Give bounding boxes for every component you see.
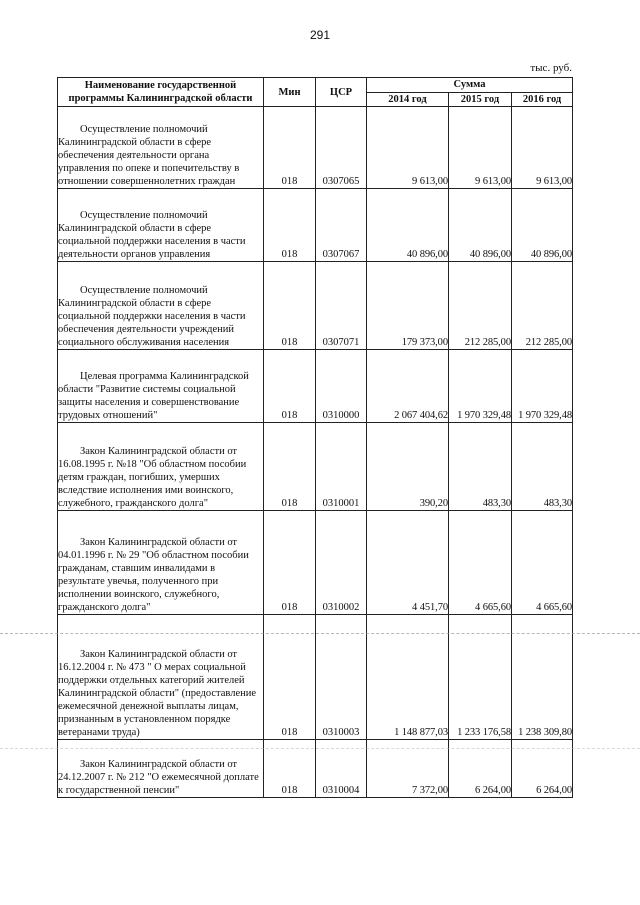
row-value-2015: 40 896,00 — [449, 189, 512, 262]
row-min: 018 — [264, 511, 316, 615]
row-value-2016: 1 238 309,80 — [512, 615, 573, 740]
table-row — [58, 107, 573, 189]
table-row — [58, 423, 573, 511]
row-min: 018 — [264, 615, 316, 740]
row-value-2016: 4 665,60 — [512, 511, 573, 615]
row-csr: 0310004 — [316, 740, 367, 798]
row-name: Закон Калининградской области от 24.12.2007 г. № 212 "О ежемесячной доплате к государственной пенсии" — [58, 759, 259, 796]
row-value-2016: 6 264,00 — [512, 740, 573, 798]
row-value-2016: 483,30 — [512, 423, 573, 511]
header-sum: Сумма — [367, 78, 573, 93]
row-name: Целевая программа Калининградской области "Развитие системы социальной защиты населения и совершенствование трудовых отношений" — [58, 371, 249, 421]
row-min: 018 — [264, 350, 316, 423]
row-value-2015: 1 233 176,58 — [449, 615, 512, 740]
row-value-2014: 4 451,70 — [367, 511, 449, 615]
table-row — [58, 262, 573, 350]
row-min: 018 — [264, 262, 316, 350]
row-value-2014: 40 896,00 — [367, 189, 449, 262]
units-label: тыс. руб. — [530, 62, 572, 74]
header-year-2015: 2015 год — [449, 92, 512, 107]
row-value-2014: 9 613,00 — [367, 107, 449, 189]
row-csr: 0310000 — [316, 350, 367, 423]
row-csr: 0307065 — [316, 107, 367, 189]
row-name: Осуществление полномочий Калининградской области в сфере обеспечения деятельности органа управления по опеке и попечительству в отношении совершеннолетних граждан — [58, 124, 240, 187]
page-number: 291 — [309, 28, 331, 42]
row-value-2015: 6 264,00 — [449, 740, 512, 798]
row-value-2014: 2 067 404,62 — [367, 350, 449, 423]
row-value-2014: 1 148 877,03 — [367, 615, 449, 740]
row-name: Закон Калининградской области от 16.12.2004 г. № 473 " О мерах социальной поддержки отдельных категорий жителей Калининградской области" (предоставление ежемесячной денежной выплаты лицам, признанным в установленном порядке ветеранами труда) — [58, 649, 257, 738]
budget-table — [57, 77, 573, 798]
row-value-2014: 179 373,00 — [367, 262, 449, 350]
row-min: 018 — [264, 107, 316, 189]
row-name: Закон Калининградской области от 16.08.1995 г. №18 "Об областном пособии детям граждан, погибших, умерших вследствие исполнения ими воинского, служебного, гражданского долга" — [58, 446, 247, 509]
row-min: 018 — [264, 740, 316, 798]
row-value-2015: 483,30 — [449, 423, 512, 511]
row-min: 018 — [264, 189, 316, 262]
table-row — [58, 350, 573, 423]
row-value-2014: 7 372,00 — [367, 740, 449, 798]
header-name: Наименование государственной программы Калининградской области — [58, 78, 264, 107]
header-year-2016: 2016 год — [512, 92, 573, 107]
row-value-2015: 1 970 329,48 — [449, 350, 512, 423]
table-row — [58, 511, 573, 615]
row-csr: 0307071 — [316, 262, 367, 350]
header-min: Мин — [264, 78, 316, 107]
header-year-2014: 2014 год — [367, 92, 449, 107]
scan-artifact-line — [0, 748, 640, 749]
row-name: Осуществление полномочий Калининградской области в сфере социальной поддержки населения в части деятельности органов управления — [58, 210, 246, 260]
row-csr: 0307067 — [316, 189, 367, 262]
row-value-2016: 9 613,00 — [512, 107, 573, 189]
table-row — [58, 189, 573, 262]
row-name: Закон Калининградской области от 04.01.1996 г. № 29 "Об областном пособии гражданам, ставшим инвалидами в результате увечья, полученного при исполнении воинского, служебного, гражданского долга" — [58, 537, 249, 613]
row-value-2015: 9 613,00 — [449, 107, 512, 189]
row-name: Осуществление полномочий Калининградской области в сфере социальной поддержки населения в части обеспечения деятельности учреждений социального обслуживания населения — [58, 285, 246, 348]
header-csr: ЦСР — [316, 78, 367, 107]
row-csr: 0310003 — [316, 615, 367, 740]
scan-artifact-line — [0, 633, 640, 634]
row-value-2016: 1 970 329,48 — [512, 350, 573, 423]
row-csr: 0310001 — [316, 423, 367, 511]
row-value-2016: 212 285,00 — [512, 262, 573, 350]
row-value-2015: 4 665,60 — [449, 511, 512, 615]
row-csr: 0310002 — [316, 511, 367, 615]
row-value-2014: 390,20 — [367, 423, 449, 511]
row-value-2015: 212 285,00 — [449, 262, 512, 350]
row-min: 018 — [264, 423, 316, 511]
row-value-2016: 40 896,00 — [512, 189, 573, 262]
